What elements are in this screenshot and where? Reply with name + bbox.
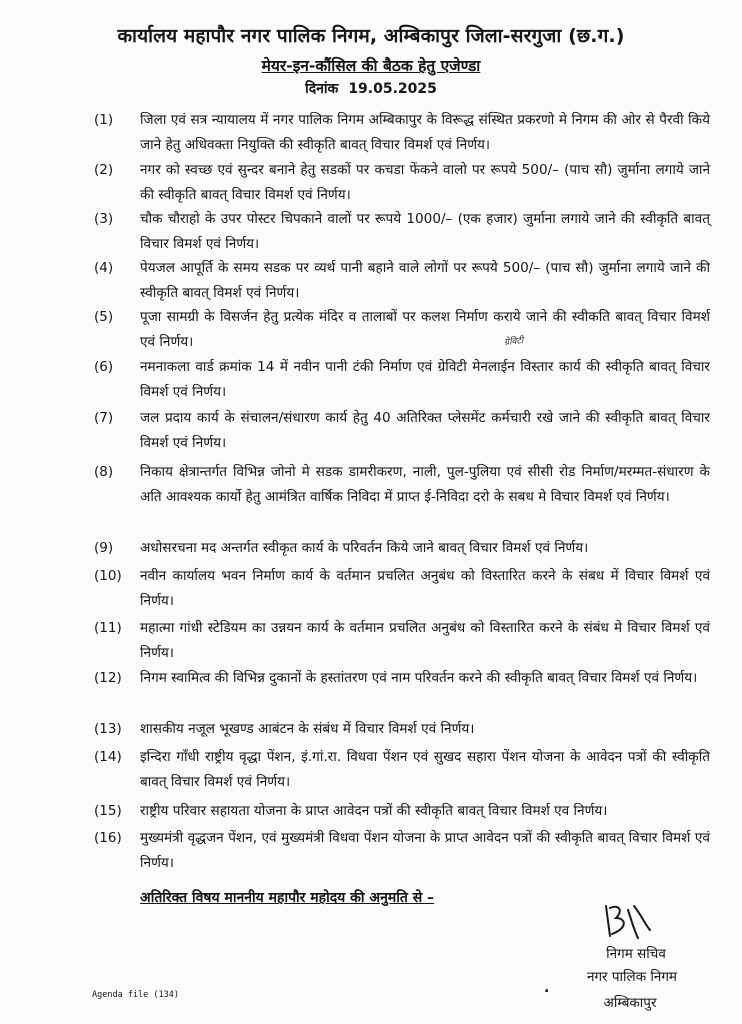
item-number: (13) [94,721,122,737]
item-number: (12) [94,670,122,686]
item-text: राष्ट्रीय परिवार सहायता योजना के प्राप्त आवेदन पत्रों की स्वीकृति बावत् विचार विमर्श एव निर्णय। [140,803,608,819]
item-text: पेयजल आपूर्ति के समय सडक पर व्यर्थ पानी बहाने वाले लोगों पर रूपये 500/– (पाच सौ) जुर्माना लगाये जाने की स्वीकृति बावत् विमर्श एवं निर्णय। [140,260,710,301]
item-number: (16) [94,830,122,846]
item-text: जल प्रदाय कार्य के संचालन/संधारण कार्य हेतु 40 अतिरिक्त प्लेसमेंट कर्मचारी रखे जाने की स्वीकृति बावत् विचार विमर्श एवं निर्णय। [140,410,710,451]
item-text: पूजा सामग्री के विसर्जन हेतु प्रत्येक मंदिर व तालाबों पर कलश निर्माण कराये जाने की स्वीकति बावत् विचार विमर्श एवं निर्णय। [140,309,710,350]
item-text: महात्मा गांधी स्टेडियम का उन्नयन कार्य के वर्तमान प्रचलित अनुबंध को विस्तारित करने के संबंध मे विचार विमर्श एवं निर्णय। [140,620,710,661]
item-number: (9) [94,540,114,556]
item-text: नवीन कार्यालय भवन निर्माण कार्य के वर्तमान प्रचलित अनुबंध को विस्तारित करने के संबध में विचार विमर्श एवं निर्णय। [140,568,710,609]
item-number: (10) [94,568,122,584]
handwritten-margin-note: ग्रेविटी [503,336,524,348]
item-text: शासकीय नजूल भूखण्ड आबंटन के संबंध में विचार विमर्श एवं निर्णय। [140,721,475,737]
bullet-dot: . [544,980,550,996]
office-title: कार्यालय महापौर नगर पालिक निगम, अम्बिकापुर जिला-सरगुजा (छ.ग.) [117,25,625,47]
item-text: चौक चौराहो के उपर पोस्टर चिपकाने वालों पर रूपये 1000/– (एक हजार) जुर्माना लगाये जाने की स्वीकृति बावत् विचार विमर्श एवं निर्णय। [140,211,710,252]
item-number: (2) [94,162,114,178]
extra-subject-heading: अतिरिक्त विषय माननीय महापौर महोदय की अनुमति से – [140,890,435,906]
file-footnote: Agenda file (134) [92,990,179,1000]
item-text: नगर को स्वच्छ एवं सुन्दर बनाने हेतु सडकों पर कचडा फेंकने वालो पर रूपये 500/– (पाच सौ) जुर्माना लगाये जाने की स्वीकृति बावत् विचार विमर्श एवं निर्णय। [140,162,710,203]
item-text: मुख्यमंत्री वृद्धजन पेंशन, एवं मुख्यमंत्री विधवा पेंशन योजना के प्राप्त आवेदन पत्रों की स्वीकृति बावत् विचार विमर्श एवं निर्णय। [140,830,710,871]
meeting-date [0,79,742,98]
item-number: (8) [94,464,114,480]
agenda-subject [0,54,742,76]
item-number: (7) [94,410,114,426]
signature-designation: निगम सचिव [606,946,666,962]
signature-scribble-icon [598,896,658,946]
item-text: इन्दिरा गाँधी राष्ट्रीय वृद्धा पेंशन, इं.गां.रा. विधवा पेंशन एवं सुखद सहारा पेंशन योजना के आवेदन पत्रों की स्वीकृति बावत् विचार विमर्श एवं निर्णय। [140,749,710,790]
item-text: नमनाकला वार्ड क्रमांक 14 में नवीन पानी टंकी निर्माण एवं ग्रेविटी मेनलाईन विस्तार कार्य की स्वीकृति बावत् विचार विमर्श एवं निर्णय। [140,359,710,400]
item-number: (3) [94,211,114,227]
item-number: (1) [94,112,114,128]
signature-city: अम्बिकापुर [603,995,657,1011]
item-text: निकाय क्षेत्रान्तर्गत विभिन्न जोनो मे सडक डामरीकरण, नाली, पुल-पुलिया एवं सीसी रोड निर्माण/मरम्मत-संधारण के अति आवश्यक कार्यो हेतु आमंत्रित वार्षिक निविदा में प्राप्त ई-निविदा दरो के सबध मे विचार विमर्श एवं निर्णय। [140,464,710,505]
date-label: दिनांक [305,81,339,97]
item-text: निगम स्वामित्व की विभिन्न दुकानों के हस्तांतरण एवं नाम परिवर्तन करने की स्वीकृति बावत् विचार विमर्श एवं निर्णय। [140,670,698,686]
item-number: (6) [94,359,114,375]
item-number: (14) [94,749,122,765]
item-number: (15) [94,803,122,819]
item-text: जिला एवं सत्र न्यायालय में नगर पालिक निगम अम्बिकापुर के विरूद्ध संस्थित प्रकरणो मे निगम की ओर से पैरवी किये जाने हेतु अधिवक्ता नियुक्ति की स्वीकृति बावत् विचार विमर्श एवं निर्णय। [140,112,710,153]
item-text: अधोसरचना मद अन्तर्गत स्वीकृत कार्य के परिवर्तन किये जाने बावत् विचार विमर्श एवं निर्णय। [140,540,589,556]
item-number: (4) [94,260,114,276]
agenda-subject-text: मेयर-इन-कौंसिल की बैठक हेतु एजेण्डा [261,57,481,75]
item-number: (5) [94,309,114,325]
date-value: 19.05.2025 [348,81,437,97]
item-number: (11) [94,620,122,636]
signature-organization: नगर पालिक निगम [586,969,678,985]
